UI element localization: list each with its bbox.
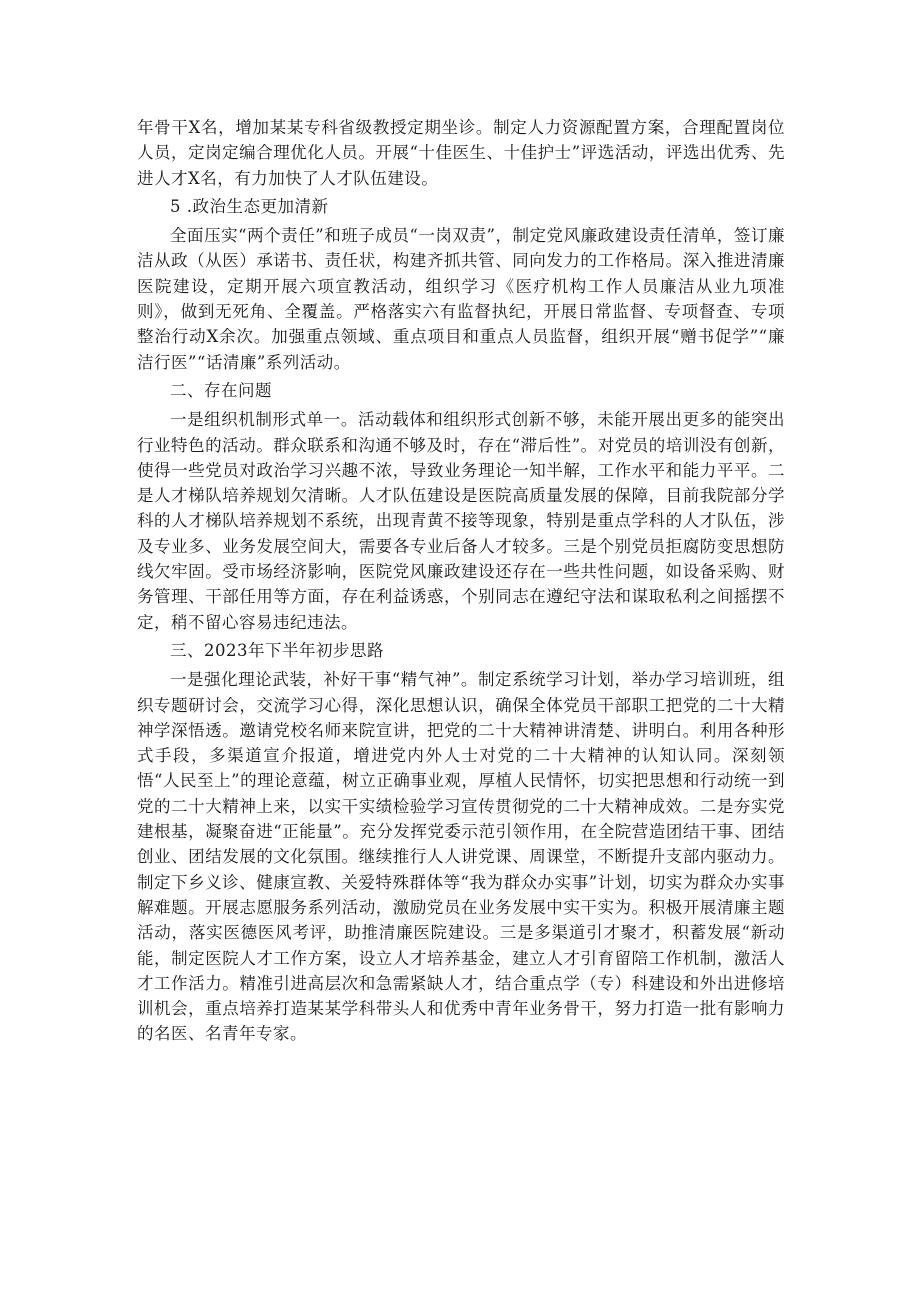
paragraph-problems: 一是组织机制形式单一。活动载体和组织形式创新不够，未能开展出更多的能突出行业特色的活动。群众联系和沟通不够及时，存在“滞后性”。对党员的培训没有创新，使得一些党员对政治学习兴趣不浓，导致业务理论一知半解，工作水平和能力平平。二是人才梯队培养规划欠清晰。人才队伍建设是医院高质量发展的保障，目前我院部分学科的人才梯队培养规划不系统，出现青黄不接等现象，特别是重点学科的人才队伍，涉及专业多、业务发展空间大，需要各专业后备人才较多。三是个别党员拒腐防变思想防线欠牢固。受市场经济影响，医院党风廉政建设还存在一些共性问题，如设备采购、财务管理、干部任用等方面，存在利益诱惑，个别同志在遵纪守法和谋取私利之间摇摆不定，稍不留心容易违纪违法。 bbox=[137, 410, 785, 632]
heading-existing-problems: 二、存在问题 bbox=[170, 380, 272, 400]
document-body bbox=[137, 115, 785, 1050]
heading-political-ecology: 5 .政治生态更加清新 bbox=[170, 196, 329, 216]
paragraph-clean-governance: 全面压实“两个责任”和班子成员“一岗双责”，制定党风廉政建设责任清单，签订廉洁从政（从医）承诺书、责任状，构建齐抓共管、同向发力的工作格局。深入推进清廉医院建设，定期开展六项宣教活动，组织学习《医疗机构工作人员廉洁从业九项准则》，做到无死角、全覆盖。严格落实六有监督执纪，开展日常监督、专项督查、专项整治行动X余次。加强重点领域、重点项目和重点人员监督，组织开展“赠书促学”“廉洁行医”“话清廉”系列活动。 bbox=[137, 226, 785, 372]
heading-second-half-plan: 三、2023年下半年初步思路 bbox=[170, 640, 384, 660]
paragraph-plan: 一是强化理论武装，补好干事“精气神”。制定系统学习计划，举办学习培训班，组织专题研讨会，交流学习心得，深化思想认识，确保全体党员干部职工把党的二十大精神学深悟透。邀请党校名师来院宣讲，把党的二十大精神讲清楚、讲明白。利用各种形式手段，多渠道宣介报道，增进党内外人士对党的二十大精神的认知认同。深刻领悟“人民至上”的理论意蕴，树立正确事业观，厚植人民情怀，切实把思想和行动统一到党的二十大精神上来，以实干实绩检验学习宣传贯彻党的二十大精神成效。二是夯实党建根基，凝聚奋进“正能量”。充分发挥党委示范引领作用，在全院营造团结干事、团结创业、团结发展的文化氛围。继续推行人人讲党课、周课堂，不断提升支部内驱动力。制定下乡义诊、健康宣教、关爱特殊群体等“我为群众办实事”计划，切实为群众办实事解难题。开展志愿服务系列活动，激励党员在业务发展中实干实为。积极开展清廉主题活动，落实医德医风考评，助推清廉医院建设。三是多渠道引才聚才，积蓄发展“新动能，制定医院人才工作方案，设立人才培养基金，建立人才引育留陪工作机制，激活人才工作活力。精准引进高层次和急需紧缺人才，结合重点学（专）科建设和外出进修培训机会，重点培养打造某某学科带头人和优秀中青年业务骨干，努力打造一批有影响力的名医、名青年专家。 bbox=[137, 670, 785, 1044]
paragraph-talent-continuation: 年骨干X名，增加某某专科省级教授定期坐诊。制定人力资源配置方案，合理配置岗位人员，定岗定编合理优化人员。开展“十佳医生、十佳护士”评选活动，评选出优秀、先进人才X名，有力加快了人才队伍建设。 bbox=[137, 118, 785, 188]
